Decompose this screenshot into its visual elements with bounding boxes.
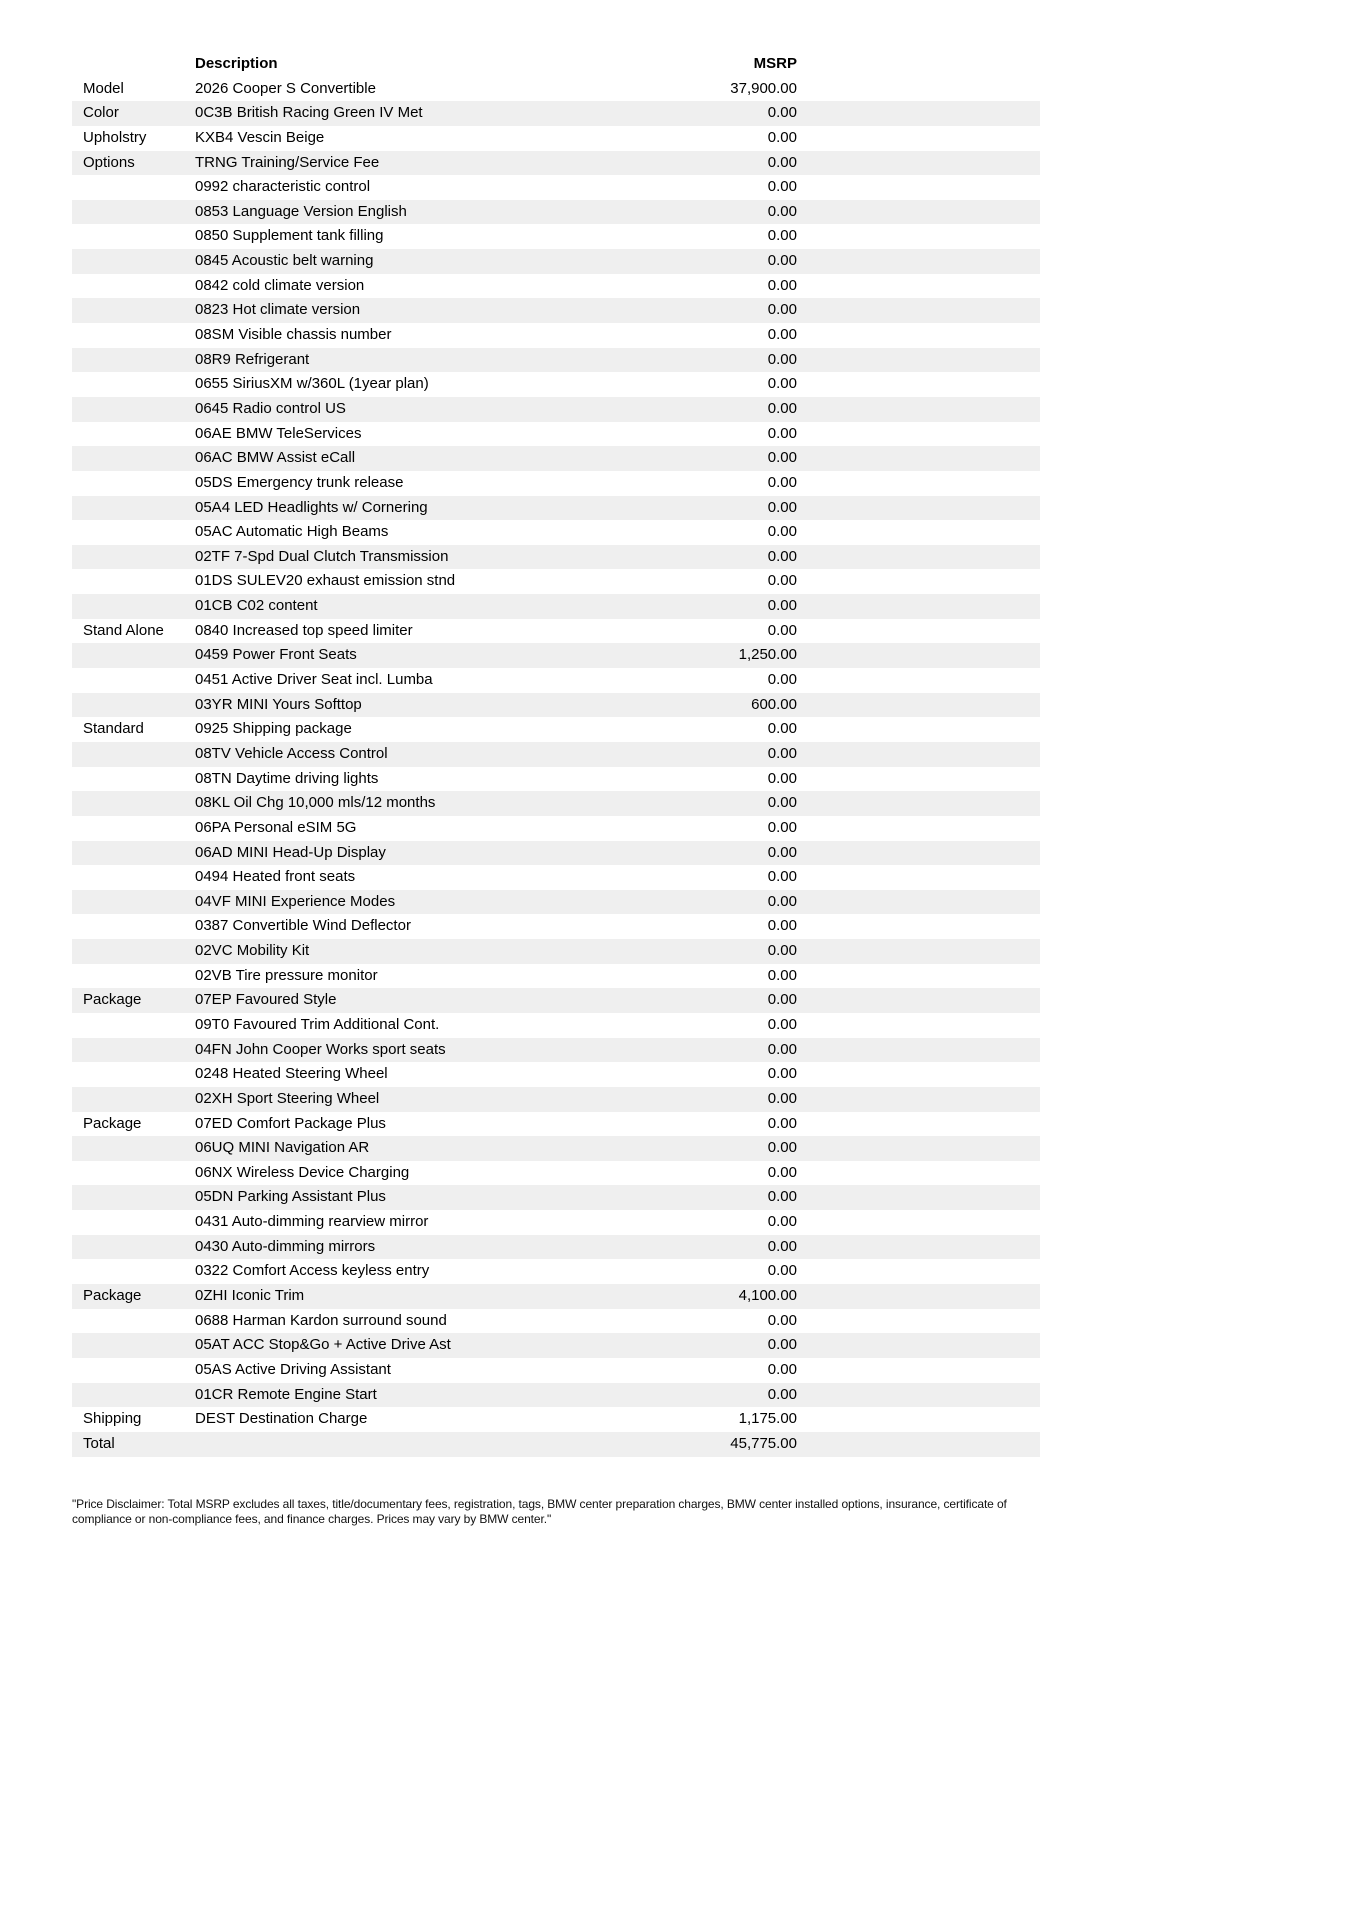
row-description: 06UQ MINI Navigation AR bbox=[195, 1139, 370, 1157]
row-filler bbox=[797, 1136, 1040, 1161]
row-description: 07ED Comfort Package Plus bbox=[195, 1114, 386, 1132]
table-row bbox=[72, 1333, 1040, 1358]
row-msrp-value: 0.00 bbox=[767, 153, 797, 171]
table-row bbox=[72, 791, 1040, 816]
row-category-label bbox=[72, 1383, 195, 1408]
table-row bbox=[72, 422, 1040, 447]
row-msrp-value: 0.00 bbox=[767, 252, 797, 270]
row-category-label bbox=[72, 224, 195, 249]
row-filler bbox=[797, 323, 1040, 348]
row-filler bbox=[797, 1112, 1040, 1137]
row-description: 02TF 7-Spd Dual Clutch Transmission bbox=[195, 547, 449, 565]
row-msrp-value: 0.00 bbox=[767, 572, 797, 590]
table-row bbox=[72, 1038, 1040, 1063]
row-filler bbox=[797, 988, 1040, 1013]
row-msrp-value: 0.00 bbox=[767, 1237, 797, 1255]
row-category-label: Package bbox=[83, 1114, 142, 1132]
row-description: 0842 cold climate version bbox=[195, 276, 365, 294]
row-description: 09T0 Favoured Trim Additional Cont. bbox=[195, 1015, 440, 1033]
row-filler bbox=[797, 1185, 1040, 1210]
row-filler bbox=[797, 298, 1040, 323]
row-description: 0845 Acoustic belt warning bbox=[195, 252, 374, 270]
row-filler bbox=[797, 767, 1040, 792]
row-filler bbox=[797, 1087, 1040, 1112]
table-row bbox=[72, 298, 1040, 323]
row-msrp-value: 45,775.00 bbox=[730, 1434, 797, 1452]
row-msrp-value: 0.00 bbox=[767, 621, 797, 639]
row-description: DEST Destination Charge bbox=[195, 1410, 368, 1428]
row-filler bbox=[797, 520, 1040, 545]
row-description: 01DS SULEV20 exhaust emission stnd bbox=[195, 572, 456, 590]
row-description: 0248 Heated Steering Wheel bbox=[195, 1065, 388, 1083]
row-filler bbox=[797, 1309, 1040, 1334]
row-category-label bbox=[72, 298, 195, 323]
row-filler bbox=[797, 496, 1040, 521]
row-description: 02XH Sport Steering Wheel bbox=[195, 1089, 380, 1107]
table-row bbox=[72, 890, 1040, 915]
row-filler bbox=[797, 693, 1040, 718]
table-row bbox=[72, 446, 1040, 471]
row-category-label bbox=[72, 964, 195, 989]
row-description: 0C3B British Racing Green IV Met bbox=[195, 104, 423, 122]
row-description: 02VC Mobility Kit bbox=[195, 942, 310, 960]
row-category-label bbox=[72, 1210, 195, 1235]
row-filler bbox=[797, 422, 1040, 447]
row-filler bbox=[797, 890, 1040, 915]
row-description: 0322 Comfort Access keyless entry bbox=[195, 1262, 430, 1280]
row-filler bbox=[797, 841, 1040, 866]
row-msrp-value: 0.00 bbox=[767, 991, 797, 1009]
row-description: 08R9 Refrigerant bbox=[195, 350, 310, 368]
row-description: 04FN John Cooper Works sport seats bbox=[195, 1040, 446, 1058]
table-row bbox=[72, 569, 1040, 594]
row-msrp-value: 0.00 bbox=[767, 769, 797, 787]
table-row bbox=[72, 914, 1040, 939]
row-category-label: Upholstry bbox=[83, 128, 147, 146]
table-row bbox=[72, 964, 1040, 989]
row-category-label: Shipping bbox=[83, 1410, 142, 1428]
table-row bbox=[72, 1358, 1040, 1383]
row-category-label bbox=[72, 767, 195, 792]
table-row bbox=[72, 101, 1040, 126]
row-description: 0459 Power Front Seats bbox=[195, 646, 357, 664]
row-category-label: Model bbox=[83, 79, 124, 97]
column-header-msrp: MSRP bbox=[753, 55, 797, 72]
row-category-label bbox=[72, 939, 195, 964]
row-category-label bbox=[72, 323, 195, 348]
row-category-label bbox=[72, 594, 195, 619]
row-msrp-value: 0.00 bbox=[767, 227, 797, 245]
table-row bbox=[72, 1259, 1040, 1284]
row-filler bbox=[797, 1383, 1040, 1408]
row-description: 0823 Hot climate version bbox=[195, 301, 361, 319]
row-filler bbox=[797, 372, 1040, 397]
row-msrp-value: 0.00 bbox=[767, 843, 797, 861]
row-description: 06AC BMW Assist eCall bbox=[195, 449, 356, 467]
row-category-label bbox=[72, 569, 195, 594]
row-category-label bbox=[72, 397, 195, 422]
row-msrp-value: 0.00 bbox=[767, 892, 797, 910]
row-msrp-value: 0.00 bbox=[767, 1336, 797, 1354]
row-description: 08TV Vehicle Access Control bbox=[195, 744, 388, 762]
table-row bbox=[72, 1087, 1040, 1112]
row-category-label bbox=[72, 175, 195, 200]
row-filler bbox=[797, 816, 1040, 841]
table-row bbox=[72, 643, 1040, 668]
table-row bbox=[72, 1432, 1040, 1457]
row-msrp-value: 0.00 bbox=[767, 399, 797, 417]
table-row bbox=[72, 151, 1040, 176]
row-category-label bbox=[72, 1333, 195, 1358]
row-category-label bbox=[72, 471, 195, 496]
row-filler bbox=[797, 200, 1040, 225]
table-row bbox=[72, 1383, 1040, 1408]
row-filler bbox=[797, 594, 1040, 619]
row-msrp-value: 0.00 bbox=[767, 1040, 797, 1058]
table-row bbox=[72, 126, 1040, 151]
row-category-label bbox=[72, 1038, 195, 1063]
table-row bbox=[72, 1161, 1040, 1186]
row-filler bbox=[797, 569, 1040, 594]
row-category-label: Total bbox=[83, 1434, 115, 1452]
row-filler bbox=[797, 668, 1040, 693]
row-msrp-value: 0.00 bbox=[767, 720, 797, 738]
row-description: 02VB Tire pressure monitor bbox=[195, 966, 378, 984]
row-description: 0655 SiriusXM w/360L (1year plan) bbox=[195, 375, 429, 393]
row-description: 0840 Increased top speed limiter bbox=[195, 621, 413, 639]
row-msrp-value: 4,100.00 bbox=[738, 1287, 797, 1305]
row-filler bbox=[797, 964, 1040, 989]
row-category-label bbox=[72, 200, 195, 225]
row-description: 08TN Daytime driving lights bbox=[195, 769, 379, 787]
row-filler bbox=[797, 397, 1040, 422]
row-category-label bbox=[72, 422, 195, 447]
row-description: 0387 Convertible Wind Deflector bbox=[195, 917, 411, 935]
table-row bbox=[72, 348, 1040, 373]
row-description: 05AC Automatic High Beams bbox=[195, 523, 389, 541]
row-category-label bbox=[72, 668, 195, 693]
row-filler bbox=[797, 619, 1040, 644]
table-row bbox=[72, 1284, 1040, 1309]
row-category-label: Stand Alone bbox=[83, 621, 164, 639]
row-msrp-value: 0.00 bbox=[767, 1139, 797, 1157]
table-row bbox=[72, 520, 1040, 545]
row-description: 01CR Remote Engine Start bbox=[195, 1385, 377, 1403]
row-description: 2026 Cooper S Convertible bbox=[195, 79, 376, 97]
row-description bbox=[195, 1432, 675, 1457]
row-description: 05AS Active Driving Assistant bbox=[195, 1360, 391, 1378]
row-category-label bbox=[72, 1136, 195, 1161]
row-description: 04VF MINI Experience Modes bbox=[195, 892, 396, 910]
row-msrp-value: 0.00 bbox=[767, 818, 797, 836]
row-category-label bbox=[72, 520, 195, 545]
row-description: 01CB C02 content bbox=[195, 597, 318, 615]
row-msrp-value: 0.00 bbox=[767, 942, 797, 960]
row-filler bbox=[797, 1358, 1040, 1383]
row-filler bbox=[797, 101, 1040, 126]
table-row bbox=[72, 1309, 1040, 1334]
row-filler bbox=[797, 175, 1040, 200]
row-description: 07EP Favoured Style bbox=[195, 991, 337, 1009]
row-description: 0ZHI Iconic Trim bbox=[195, 1287, 305, 1305]
table-row bbox=[72, 939, 1040, 964]
row-filler bbox=[797, 1210, 1040, 1235]
table-row bbox=[72, 1013, 1040, 1038]
row-filler bbox=[797, 1062, 1040, 1087]
table-row bbox=[72, 742, 1040, 767]
row-filler bbox=[797, 151, 1040, 176]
row-description: 05DS Emergency trunk release bbox=[195, 473, 404, 491]
row-description: 0850 Supplement tank filling bbox=[195, 227, 384, 245]
table-row bbox=[72, 397, 1040, 422]
row-description: KXB4 Vescin Beige bbox=[195, 128, 325, 146]
row-category-label bbox=[72, 816, 195, 841]
row-msrp-value: 0.00 bbox=[767, 1213, 797, 1231]
table-row bbox=[72, 1136, 1040, 1161]
table-body bbox=[72, 77, 1040, 1457]
row-category-label bbox=[72, 791, 195, 816]
row-category-label bbox=[72, 545, 195, 570]
row-filler bbox=[797, 274, 1040, 299]
row-filler bbox=[797, 643, 1040, 668]
row-description: 0925 Shipping package bbox=[195, 720, 352, 738]
row-msrp-value: 0.00 bbox=[767, 350, 797, 368]
table-row bbox=[72, 693, 1040, 718]
row-category-label bbox=[72, 865, 195, 890]
row-filler bbox=[797, 1259, 1040, 1284]
row-category-label bbox=[72, 1309, 195, 1334]
table-header-row bbox=[72, 52, 1040, 77]
row-category-label bbox=[72, 914, 195, 939]
row-description: TRNG Training/Service Fee bbox=[195, 153, 380, 171]
column-header-description: Description bbox=[195, 55, 278, 72]
table-row bbox=[72, 767, 1040, 792]
row-category-label bbox=[72, 693, 195, 718]
row-filler bbox=[797, 1432, 1040, 1457]
row-msrp-value: 0.00 bbox=[767, 523, 797, 541]
table-row bbox=[72, 372, 1040, 397]
row-msrp-value: 0.00 bbox=[767, 917, 797, 935]
table-row bbox=[72, 249, 1040, 274]
header-category-spacer bbox=[72, 52, 195, 77]
row-description: 05DN Parking Assistant Plus bbox=[195, 1188, 386, 1206]
row-description: 06AE BMW TeleServices bbox=[195, 424, 362, 442]
row-description: 0451 Active Driver Seat incl. Lumba bbox=[195, 671, 433, 689]
row-msrp-value: 1,175.00 bbox=[738, 1410, 797, 1428]
row-filler bbox=[797, 249, 1040, 274]
row-filler bbox=[797, 914, 1040, 939]
table-row bbox=[72, 594, 1040, 619]
table-row bbox=[72, 224, 1040, 249]
row-msrp-value: 0.00 bbox=[767, 424, 797, 442]
row-msrp-value: 0.00 bbox=[767, 671, 797, 689]
row-category-label bbox=[72, 742, 195, 767]
row-filler bbox=[797, 1013, 1040, 1038]
row-filler bbox=[797, 471, 1040, 496]
row-msrp-value: 0.00 bbox=[767, 794, 797, 812]
table-row bbox=[72, 274, 1040, 299]
row-category-label bbox=[72, 372, 195, 397]
table-row bbox=[72, 816, 1040, 841]
row-filler bbox=[797, 1038, 1040, 1063]
row-category-label bbox=[72, 249, 195, 274]
row-msrp-value: 0.00 bbox=[767, 202, 797, 220]
row-description: 05A4 LED Headlights w/ Cornering bbox=[195, 498, 428, 516]
row-filler bbox=[797, 126, 1040, 151]
row-filler bbox=[797, 1235, 1040, 1260]
row-filler bbox=[797, 1284, 1040, 1309]
row-msrp-value: 0.00 bbox=[767, 1262, 797, 1280]
row-category-label bbox=[72, 1161, 195, 1186]
row-filler bbox=[797, 1333, 1040, 1358]
row-msrp-value: 0.00 bbox=[767, 473, 797, 491]
row-filler bbox=[797, 939, 1040, 964]
table-row bbox=[72, 496, 1040, 521]
table-row bbox=[72, 323, 1040, 348]
row-description: 06PA Personal eSIM 5G bbox=[195, 818, 357, 836]
table-row bbox=[72, 1407, 1040, 1432]
row-msrp-value: 1,250.00 bbox=[738, 646, 797, 664]
row-description: 0431 Auto-dimming rearview mirror bbox=[195, 1213, 429, 1231]
row-filler bbox=[797, 348, 1040, 373]
row-msrp-value: 0.00 bbox=[767, 301, 797, 319]
row-msrp-value: 0.00 bbox=[767, 449, 797, 467]
row-description: 08KL Oil Chg 10,000 mls/12 months bbox=[195, 794, 436, 812]
row-msrp-value: 0.00 bbox=[767, 375, 797, 393]
row-msrp-value: 0.00 bbox=[767, 178, 797, 196]
table-row bbox=[72, 865, 1040, 890]
row-msrp-value: 0.00 bbox=[767, 597, 797, 615]
row-category-label bbox=[72, 841, 195, 866]
row-category-label bbox=[72, 446, 195, 471]
row-category-label bbox=[72, 274, 195, 299]
row-category-label: Standard bbox=[83, 720, 144, 738]
row-msrp-value: 0.00 bbox=[767, 1188, 797, 1206]
row-msrp-value: 0.00 bbox=[767, 1311, 797, 1329]
row-msrp-value: 0.00 bbox=[767, 104, 797, 122]
row-description: 0494 Heated front seats bbox=[195, 868, 356, 886]
table-row bbox=[72, 545, 1040, 570]
row-msrp-value: 0.00 bbox=[767, 498, 797, 516]
row-category-label bbox=[72, 1087, 195, 1112]
table-row bbox=[72, 471, 1040, 496]
row-description: 06AD MINI Head-Up Display bbox=[195, 843, 386, 861]
row-msrp-value: 0.00 bbox=[767, 326, 797, 344]
row-msrp-value: 0.00 bbox=[767, 868, 797, 886]
row-description: 05AT ACC Stop&Go + Active Drive Ast bbox=[195, 1336, 451, 1354]
row-category-label bbox=[72, 1235, 195, 1260]
row-category-label bbox=[72, 1185, 195, 1210]
table-row bbox=[72, 200, 1040, 225]
row-msrp-value: 0.00 bbox=[767, 276, 797, 294]
row-filler bbox=[797, 545, 1040, 570]
row-filler bbox=[797, 865, 1040, 890]
row-filler bbox=[797, 742, 1040, 767]
table-row bbox=[72, 841, 1040, 866]
row-category-label bbox=[72, 1259, 195, 1284]
row-msrp-value: 0.00 bbox=[767, 1163, 797, 1181]
row-category-label bbox=[72, 890, 195, 915]
row-description: 0992 characteristic control bbox=[195, 178, 371, 196]
row-filler bbox=[797, 446, 1040, 471]
table-row bbox=[72, 1112, 1040, 1137]
row-category-label bbox=[72, 1013, 195, 1038]
row-filler bbox=[797, 224, 1040, 249]
row-msrp-value: 37,900.00 bbox=[730, 79, 797, 97]
table-row bbox=[72, 619, 1040, 644]
table-row bbox=[72, 175, 1040, 200]
row-category-label bbox=[72, 1062, 195, 1087]
row-msrp-value: 0.00 bbox=[767, 966, 797, 984]
row-filler bbox=[797, 77, 1040, 102]
row-msrp-value: 0.00 bbox=[767, 1114, 797, 1132]
table-row bbox=[72, 1185, 1040, 1210]
row-category-label: Color bbox=[83, 104, 119, 122]
row-category-label: Options bbox=[83, 153, 135, 171]
row-category-label bbox=[72, 348, 195, 373]
row-msrp-value: 0.00 bbox=[767, 1385, 797, 1403]
row-msrp-value: 0.00 bbox=[767, 1360, 797, 1378]
vehicle-pricing-sheet bbox=[72, 52, 1040, 1527]
row-msrp-value: 0.00 bbox=[767, 1065, 797, 1083]
row-msrp-value: 0.00 bbox=[767, 547, 797, 565]
table-row bbox=[72, 1210, 1040, 1235]
table-row bbox=[72, 1062, 1040, 1087]
header-filler bbox=[797, 52, 1040, 77]
row-msrp-value: 0.00 bbox=[767, 1089, 797, 1107]
row-description: 0645 Radio control US bbox=[195, 399, 346, 417]
row-category-label bbox=[72, 643, 195, 668]
price-disclaimer: "Price Disclaimer: Total MSRP excludes all taxes, title/documentary fees, registration, tags, BMW center preparation charges, BMW center installed options, insurance, certificate of compliance or non-compliance fees, and finance charges. Prices may vary by BMW center." bbox=[72, 1496, 1007, 1526]
row-msrp-value: 0.00 bbox=[767, 1015, 797, 1033]
table-row bbox=[72, 988, 1040, 1013]
row-description: 0430 Auto-dimming mirrors bbox=[195, 1237, 376, 1255]
row-description: 0688 Harman Kardon surround sound bbox=[195, 1311, 447, 1329]
row-msrp-value: 600.00 bbox=[751, 695, 797, 713]
row-filler bbox=[797, 717, 1040, 742]
row-msrp-value: 0.00 bbox=[767, 128, 797, 146]
row-filler bbox=[797, 791, 1040, 816]
row-category-label: Package bbox=[83, 1287, 142, 1305]
row-category-label bbox=[72, 1358, 195, 1383]
row-description: 03YR MINI Yours Softtop bbox=[195, 695, 362, 713]
row-category-label: Package bbox=[83, 991, 142, 1009]
row-filler bbox=[797, 1161, 1040, 1186]
table-row bbox=[72, 717, 1040, 742]
row-description: 06NX Wireless Device Charging bbox=[195, 1163, 410, 1181]
row-category-label bbox=[72, 496, 195, 521]
table-row bbox=[72, 77, 1040, 102]
row-description: 0853 Language Version English bbox=[195, 202, 407, 220]
row-description: 08SM Visible chassis number bbox=[195, 326, 392, 344]
row-msrp-value: 0.00 bbox=[767, 744, 797, 762]
table-row bbox=[72, 1235, 1040, 1260]
row-filler bbox=[797, 1407, 1040, 1432]
table-row bbox=[72, 668, 1040, 693]
